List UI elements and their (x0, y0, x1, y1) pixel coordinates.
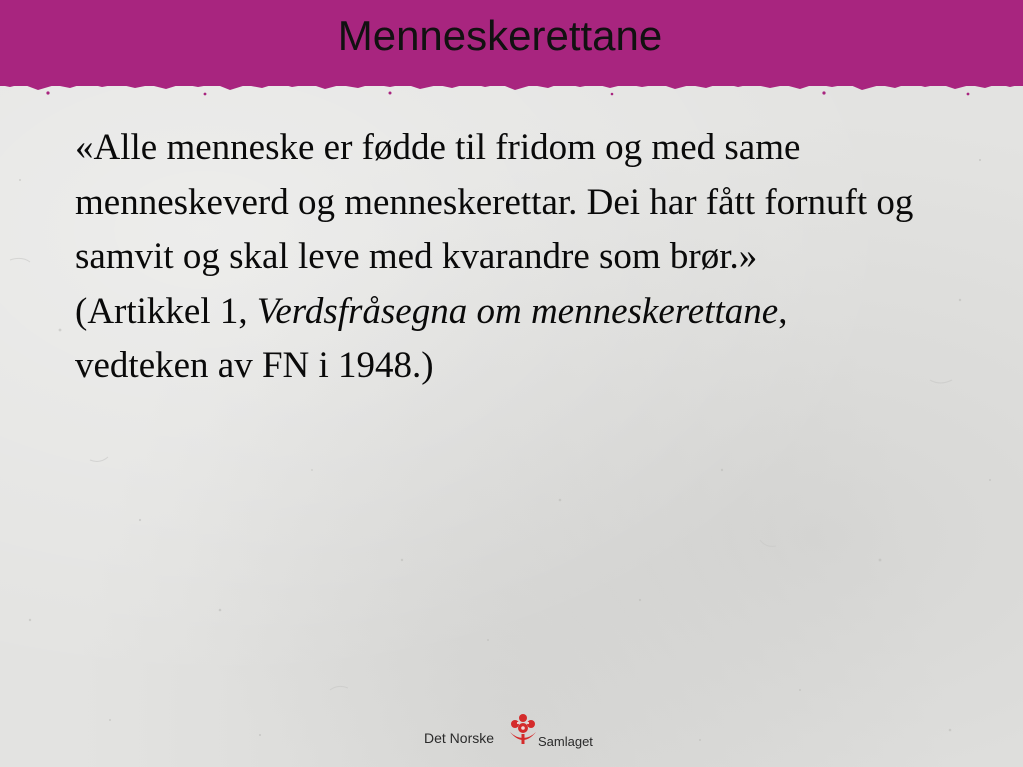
slide-title: Menneskerettane (337, 12, 663, 59)
quote-text: «Alle menneske er fødde til fridom og med same menneskeverd og menneskerettar. Dei har fått fornuft og samvit og skal leve med kvarandre som brør.» (75, 127, 914, 277)
citation (75, 285, 915, 394)
rose-emblem-icon (506, 712, 540, 748)
publisher-logo (424, 712, 604, 756)
citation-prefix: (Artikkel 1, (75, 290, 257, 332)
citation-suffix: , vedteken av FN i 1948.) (75, 290, 788, 386)
quote-block (75, 121, 915, 394)
logo-text-right: Samlaget (538, 734, 593, 749)
banner-torn-edge (0, 78, 1023, 100)
citation-work-title: Verdsfråsegna om menneskerettane (256, 290, 779, 332)
logo-text-left: Det Norske (424, 730, 495, 746)
